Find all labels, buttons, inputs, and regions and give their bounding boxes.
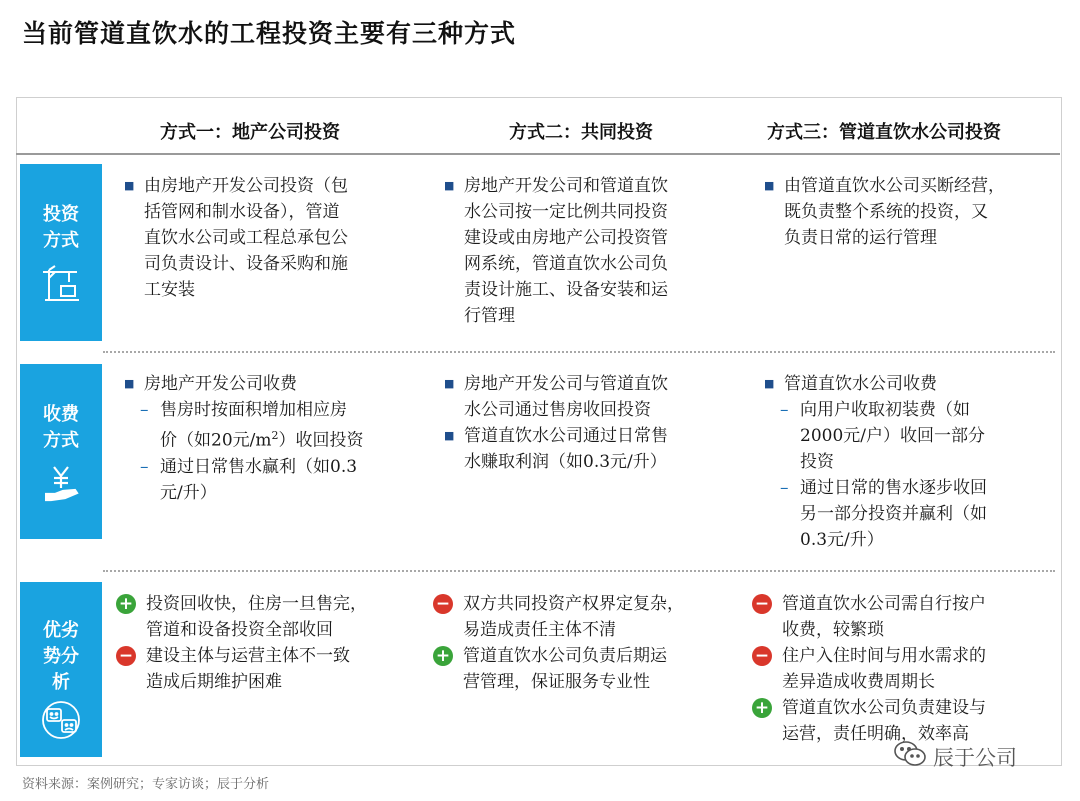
list-item: ■ 房地产开发公司与管道直饮 水公司通过售房收回投资 — [440, 371, 740, 423]
bullet-icon: ■ — [124, 377, 135, 390]
cell-charge-option2 — [440, 371, 740, 475]
wechat-icon — [893, 740, 927, 773]
row-label-text: 势分 — [43, 646, 79, 667]
cell-analysis-option2 — [433, 591, 743, 695]
bullet-icon: ■ — [444, 429, 455, 442]
row-label-text: 投资 — [43, 204, 79, 225]
bullet-icon: ■ — [764, 377, 775, 390]
column-header-2: 方式二：共同投资 — [509, 122, 653, 143]
bullet-icon: ■ — [444, 179, 455, 192]
row-label-text: 优劣 — [43, 620, 79, 641]
plus-icon: + — [752, 698, 772, 718]
disadvantage-item: − 建设主体与运营主体不一致 造成后期维护困难 — [116, 643, 426, 695]
list-item: ■ 由管道直饮水公司买断经营， 既负责整个系统的投资，又 负责日常的运行管理 — [760, 173, 1060, 251]
bullet-icon: ■ — [124, 179, 135, 192]
row-divider-1 — [103, 351, 1055, 353]
faces-icon — [39, 700, 83, 744]
cell-invest-option2 — [440, 173, 740, 329]
list-item: ■ 管道直饮水公司收费 — [760, 371, 1060, 397]
disadvantage-item: − 管道直饮水公司需自行按户 收费，较繁琐 — [752, 591, 1057, 643]
source-note: 资料来源：案例研究；专家访谈；辰于分析 — [22, 777, 270, 792]
minus-icon: − — [752, 646, 772, 666]
advantage-item: + 管道直饮水公司负责后期运 营管理，保证服务专业性 — [433, 643, 743, 695]
sub-item: – 通过日常售水赢利（如0.3 元/升） — [140, 456, 358, 503]
cell-analysis-option3 — [752, 591, 1057, 747]
column-header-3: 方式三：管道直饮水公司投资 — [767, 122, 1001, 143]
plus-icon: + — [433, 646, 453, 666]
header-divider — [16, 153, 1060, 155]
sub-item: – 通过日常的售水逐步收回 另一部分投资并赢利（如 0.3元/升） — [780, 478, 987, 550]
row-label-text: 收费 — [43, 404, 79, 425]
list-item: ■ 由房地产开发公司投资（包 括管网和制水设备），管道 直饮水公司或工程总承包公 司负责设计、设备采购和施 工安装 — [120, 173, 420, 303]
row-label-text: 方式 — [43, 430, 79, 451]
page-title: 当前管道直饮水的工程投资主要有三种方式 — [22, 19, 517, 48]
bullet-icon: ■ — [444, 377, 455, 390]
minus-icon: − — [116, 646, 136, 666]
column-header-1: 方式一：地产公司投资 — [160, 122, 340, 143]
row-divider-2 — [103, 570, 1055, 572]
cell-analysis-option1 — [116, 591, 426, 695]
yen-hand-icon — [41, 464, 81, 508]
sub-item: – 向用户收取初装费（如 2000元/户）收回一部分 投资 — [780, 400, 985, 472]
disadvantage-item: − 住户入住时间与用水需求的 差异造成收费周期长 — [752, 643, 1057, 695]
list-item: ■ 管道直饮水公司通过日常售 水赚取利润（如0.3元/升） — [440, 423, 740, 475]
cell-invest-option1 — [120, 173, 420, 303]
plus-icon: + — [116, 594, 136, 614]
sub-item: – 售房时按面积增加相应房 价（如20元$/m^2$）收回投资 — [140, 400, 364, 451]
cell-charge-option3 — [760, 371, 1060, 553]
cell-charge-option1 — [120, 371, 420, 506]
minus-icon: − — [433, 594, 453, 614]
crane-icon — [41, 264, 81, 308]
list-item: ■ 房地产开发公司收费 — [120, 371, 420, 397]
cell-invest-option3 — [760, 173, 1060, 251]
bullet-icon: ■ — [764, 179, 775, 192]
row-label-pros-cons — [20, 582, 102, 757]
row-label-investment — [20, 164, 102, 341]
advantage-item: + 投资回收快，住房一旦售完， 管道和设备投资全部收回 — [116, 591, 426, 643]
row-label-text: 方式 — [43, 230, 79, 251]
disadvantage-item: − 双方共同投资产权界定复杂， 易造成责任主体不清 — [433, 591, 743, 643]
row-label-text: 析 — [52, 672, 70, 693]
watermark-text: 辰于公司 — [933, 745, 1017, 770]
advantage-item: + 管道直饮水公司负责建设与 运营，责任明确，效率高 — [752, 695, 1057, 747]
watermark — [893, 740, 1017, 773]
row-label-charging — [20, 364, 102, 539]
minus-icon: − — [752, 594, 772, 614]
list-item: ■ 房地产开发公司和管道直饮 水公司按一定比例共同投资 建设或由房地产公司投资管 网系统，管道直饮水公司负 责设计施工、设备安装和运 行管理 — [440, 173, 740, 329]
